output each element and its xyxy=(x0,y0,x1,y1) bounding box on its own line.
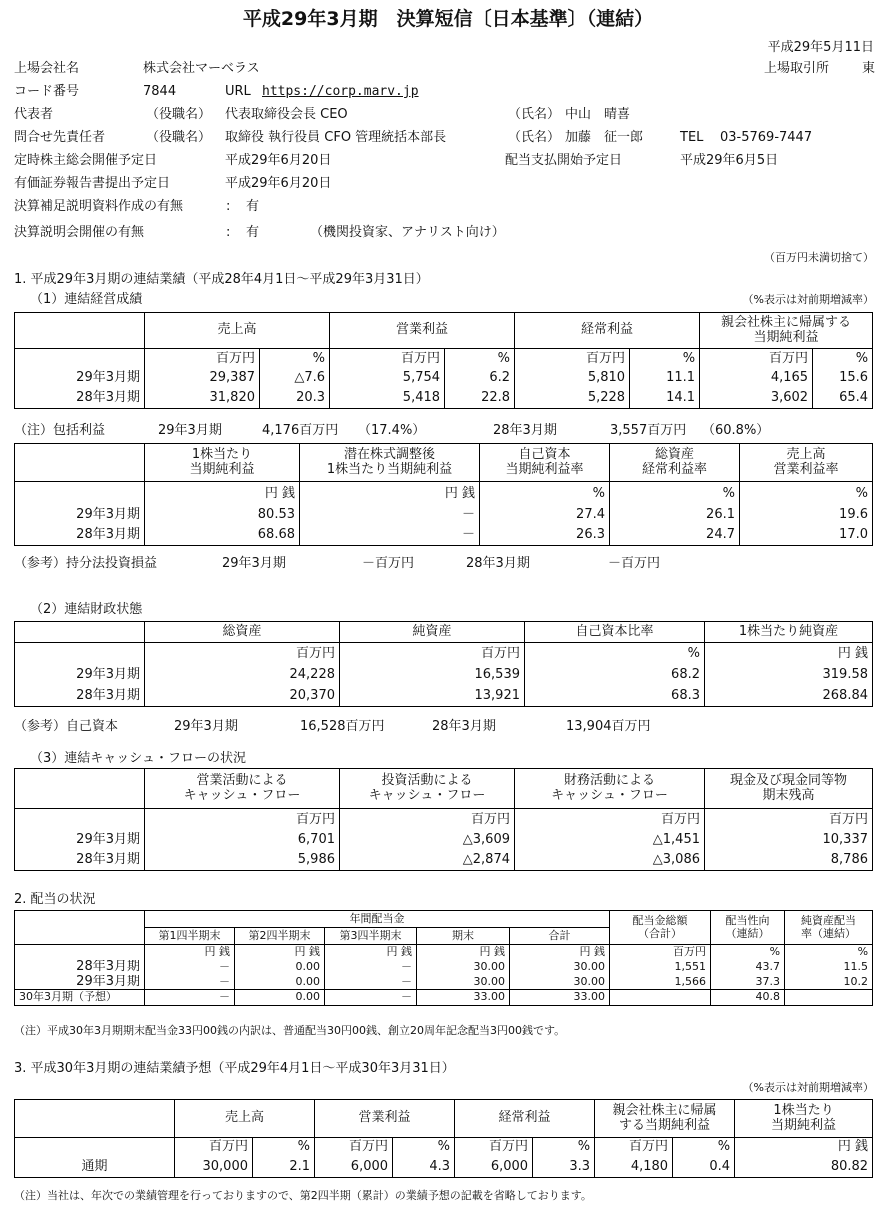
row-label: 28年3月期 xyxy=(15,851,145,871)
header-dividend-ratio: 純資産配当 率（連結） xyxy=(785,911,873,945)
agm-label: 定時株主総会開催予定日 xyxy=(14,153,158,168)
supplement-label: 決算補足説明資料作成の有無 xyxy=(14,199,184,214)
row-label: 29年3月期 xyxy=(15,665,145,686)
table-row xyxy=(15,506,873,526)
header-q3: 第3四半期末 xyxy=(325,928,417,945)
unit: 百万円 xyxy=(515,349,630,369)
cell: 65.4 xyxy=(813,389,873,409)
cell: 33.00 xyxy=(510,990,610,1006)
unit: % xyxy=(740,482,873,506)
unit: 百万円 xyxy=(515,809,705,831)
comprehensive-income-label: （注）包括利益 xyxy=(14,423,106,438)
report-date: 平成29年5月11日 xyxy=(767,40,874,55)
header-ordinary-income: 経常利益 xyxy=(455,1100,595,1138)
agm-date: 平成29年6月20日 xyxy=(225,153,332,168)
cell: 10,337 xyxy=(705,831,873,851)
cell: 68.68 xyxy=(145,526,300,546)
supplement-value: 有 xyxy=(246,199,260,214)
header-roe: 自己資本 当期純利益率 xyxy=(480,444,610,482)
row-label: 30年3月期（予想） xyxy=(15,990,145,1006)
section1-sub3: （3）連結キャッシュ・フローの状況 xyxy=(30,751,247,766)
comp-period1: 29年3月期 xyxy=(158,423,222,438)
header-total: 合計 xyxy=(510,928,610,945)
equity-method-label: （参考）持分法投資損益 xyxy=(14,556,158,571)
unit: 百万円 xyxy=(175,1138,253,1157)
cell: 30.00 xyxy=(417,975,510,990)
cell: 5,986 xyxy=(145,851,340,871)
cell: 5,754 xyxy=(330,369,445,389)
cell: 30,000 xyxy=(175,1157,253,1178)
cell: 5,228 xyxy=(515,389,630,409)
contact-name-label: （氏名） xyxy=(508,130,561,145)
eq-period2: 28年3月期 xyxy=(432,719,496,734)
cell: 3,602 xyxy=(700,389,813,409)
forecast-note: （注）当社は、年次での業績管理を行っておりますので、第2四半期（累計）の業績予想の記載を省略しております。 xyxy=(14,1189,592,1202)
section1-sub1: （1）連結経営成績 xyxy=(30,292,143,307)
cell: 30.00 xyxy=(510,975,610,990)
unit: % xyxy=(813,349,873,369)
section3-title: 3. 平成30年3月期の連結業績予想（平成29年4月1日～平成30年3月31日） xyxy=(14,1061,455,1076)
eq-period1: 29年3月期 xyxy=(174,719,238,734)
unit: 百万円 xyxy=(705,809,873,831)
unit: % xyxy=(533,1138,595,1157)
section2-title: 2. 配当の状況 xyxy=(14,892,96,907)
unit: 円 銭 xyxy=(705,643,873,665)
code-value: 7844 xyxy=(143,84,177,99)
unit: 円 銭 xyxy=(235,945,325,960)
header-margin: 売上高 営業利益率 xyxy=(740,444,873,482)
cell: 20.3 xyxy=(260,389,330,409)
row-label: 28年3月期 xyxy=(15,526,145,546)
cell: 0.00 xyxy=(235,960,325,975)
rep-title-label: （役職名） xyxy=(146,107,212,122)
unit: % xyxy=(630,349,700,369)
exchange-label: 上場取引所 xyxy=(764,61,830,76)
contact-name: 加藤 征一郎 xyxy=(565,130,644,145)
cell: 43.7 xyxy=(711,960,785,975)
tel-value: 03-5769-7447 xyxy=(720,130,813,145)
cell xyxy=(610,990,711,1006)
row-label: 29年3月期 xyxy=(15,975,145,990)
em-period2: 28年3月期 xyxy=(466,556,530,571)
cell: 319.58 xyxy=(705,665,873,686)
tel-label: TEL xyxy=(680,130,704,145)
header-q2: 第2四半期末 xyxy=(235,928,325,945)
exchange-value: 東 xyxy=(862,61,876,76)
cell: 80.53 xyxy=(145,506,300,526)
cell: △2,874 xyxy=(340,851,515,871)
cell: 10.2 xyxy=(785,975,873,990)
cell: 29,387 xyxy=(145,369,260,389)
header-sales: 売上高 xyxy=(175,1100,315,1138)
header-operating-income: 営業利益 xyxy=(330,313,515,349)
cell: 8,786 xyxy=(705,851,873,871)
cell: 6,701 xyxy=(145,831,340,851)
cell: 6.2 xyxy=(445,369,515,389)
section1-title: 1. 平成29年3月期の連結業績（平成28年4月1日～平成29年3月31日） xyxy=(14,272,429,287)
financial-position-table xyxy=(14,621,873,707)
unit: 百万円 xyxy=(315,1138,393,1157)
cell: － xyxy=(145,960,235,975)
header-q1: 第1四半期末 xyxy=(145,928,235,945)
table-row xyxy=(15,389,873,409)
em-value2: －百万円 xyxy=(608,556,661,571)
table-row xyxy=(15,851,873,871)
cell: 31,820 xyxy=(145,389,260,409)
header-total-dividend: 配当金総額 （合計） xyxy=(610,911,711,945)
cell: 11.5 xyxy=(785,960,873,975)
cell: 17.0 xyxy=(740,526,873,546)
cell: 26.3 xyxy=(480,526,610,546)
row-label: 29年3月期 xyxy=(15,831,145,851)
unit: 百万円 xyxy=(610,945,711,960)
cell: 37.3 xyxy=(711,975,785,990)
unit: 百万円 xyxy=(340,643,525,665)
code-label: コード番号 xyxy=(14,84,80,99)
per-share-table xyxy=(14,443,873,546)
unit: 百万円 xyxy=(595,1138,673,1157)
em-period1: 29年3月期 xyxy=(222,556,286,571)
unit: 円 銭 xyxy=(735,1138,873,1157)
company-url-link[interactable]: https://corp.marv.jp xyxy=(262,84,419,99)
header-operating-cf: 営業活動による キャッシュ・フロー xyxy=(145,769,340,809)
unit: 百万円 xyxy=(145,643,340,665)
unit: 百万円 xyxy=(145,809,340,831)
header-annual-dividend: 年間配当金 xyxy=(145,911,610,928)
forecast-table xyxy=(14,1099,873,1178)
cell: － xyxy=(325,990,417,1006)
pct-note: （%表示は対前期増減率） xyxy=(742,293,874,306)
header-operating-income: 営業利益 xyxy=(315,1100,455,1138)
comp-rate1: （17.4%） xyxy=(358,423,426,438)
eq-value2: 13,904百万円 xyxy=(566,719,651,734)
comp-value1: 4,176百万円 xyxy=(262,423,339,438)
comp-rate2: （60.8%） xyxy=(702,423,770,438)
unit: % xyxy=(393,1138,455,1157)
table-row xyxy=(15,960,873,975)
eq-value1: 16,528百万円 xyxy=(300,719,385,734)
row-label: 通期 xyxy=(15,1157,175,1178)
contact-title-label: （役職名） xyxy=(146,130,212,145)
cell: 15.6 xyxy=(813,369,873,389)
cell: 24.7 xyxy=(610,526,740,546)
header-equity-ratio: 自己資本比率 xyxy=(525,622,705,643)
cell: 4,165 xyxy=(700,369,813,389)
row-label: 29年3月期 xyxy=(15,506,145,526)
header-total-assets: 総資産 xyxy=(145,622,340,643)
unit: 円 銭 xyxy=(145,482,300,506)
cell: 27.4 xyxy=(480,506,610,526)
cell: 33.00 xyxy=(417,990,510,1006)
cell: － xyxy=(145,975,235,990)
dividend-table xyxy=(14,910,873,1006)
cell: － xyxy=(325,975,417,990)
table-row xyxy=(15,526,873,546)
header-payout-ratio: 配当性向 （連結） xyxy=(711,911,785,945)
cell: 80.82 xyxy=(735,1157,873,1178)
rep-name-label: （氏名） xyxy=(508,107,561,122)
table-row xyxy=(15,686,873,707)
unit: 百万円 xyxy=(455,1138,533,1157)
briefing-note: （機関投資家、アナリスト向け） xyxy=(310,225,505,240)
comp-value2: 3,557百万円 xyxy=(610,423,687,438)
colon: : xyxy=(226,199,231,214)
cell: 22.8 xyxy=(445,389,515,409)
cell: 4,180 xyxy=(595,1157,673,1178)
header-net-income: 親会社株主に帰属 する当期純利益 xyxy=(595,1100,735,1138)
table-row xyxy=(15,831,873,851)
header-net-income: 親会社株主に帰属する 当期純利益 xyxy=(700,313,873,349)
forecast-pct-note: （%表示は対前期増減率） xyxy=(742,1081,874,1094)
cell: － xyxy=(300,506,480,526)
cell: 11.1 xyxy=(630,369,700,389)
unit: % xyxy=(785,945,873,960)
dividend-start-date: 平成29年6月5日 xyxy=(680,153,779,168)
section1-sub2: （2）連結財政状態 xyxy=(30,602,143,617)
row-label: 28年3月期 xyxy=(15,389,145,409)
cell: △3,086 xyxy=(515,851,705,871)
cell: 24,228 xyxy=(145,665,340,686)
briefing-value: 有 xyxy=(246,225,260,240)
dividend-note: （注）平成30年3月期期末配当金33円00銭の内訳は、普通配当30円00銭、創立20周年記念配当3円00銭です。 xyxy=(14,1024,566,1037)
company-name: 株式会社マーベラス xyxy=(143,61,260,76)
row-label: 28年3月期 xyxy=(15,686,145,707)
cash-flow-table xyxy=(14,768,873,871)
unit: 円 銭 xyxy=(325,945,417,960)
cell: △3,609 xyxy=(340,831,515,851)
table-row xyxy=(15,990,873,1006)
cell: 30.00 xyxy=(510,960,610,975)
cell xyxy=(785,990,873,1006)
header-eps: 1株当たり 当期純利益 xyxy=(735,1100,873,1138)
cell: 6,000 xyxy=(315,1157,393,1178)
cell: 5,418 xyxy=(330,389,445,409)
unit: 円 銭 xyxy=(145,945,235,960)
equity-note-label: （参考）自己資本 xyxy=(14,719,119,734)
comp-period2: 28年3月期 xyxy=(493,423,557,438)
cell: 4.3 xyxy=(393,1157,455,1178)
briefing-label: 決算説明会開催の有無 xyxy=(14,225,145,240)
cell: － xyxy=(300,526,480,546)
cell: 19.6 xyxy=(740,506,873,526)
cell: － xyxy=(145,990,235,1006)
cell: 0.4 xyxy=(673,1157,735,1178)
table-row xyxy=(15,975,873,990)
colon: : xyxy=(226,225,231,240)
unit: 百万円 xyxy=(700,349,813,369)
table-row xyxy=(15,1157,873,1178)
header-roa: 総資産 経常利益率 xyxy=(610,444,740,482)
cell: △1,451 xyxy=(515,831,705,851)
cell: － xyxy=(325,960,417,975)
company-name-label: 上場会社名 xyxy=(14,61,80,76)
cell: 68.2 xyxy=(525,665,705,686)
cell: 2.1 xyxy=(253,1157,315,1178)
unit: 百万円 xyxy=(330,349,445,369)
rep-name: 中山 晴喜 xyxy=(565,107,631,122)
contact-title: 取締役 執行役員 CFO 管理統括本部長 xyxy=(225,130,447,145)
row-label: 29年3月期 xyxy=(15,369,145,389)
unit: % xyxy=(673,1138,735,1157)
header-cash-balance: 現金及び現金同等物 期末残高 xyxy=(705,769,873,809)
header-financing-cf: 財務活動による キャッシュ・フロー xyxy=(515,769,705,809)
unit: % xyxy=(445,349,515,369)
unit: 百万円 xyxy=(145,349,260,369)
unit: % xyxy=(253,1138,315,1157)
row-label: 28年3月期 xyxy=(15,960,145,975)
rep-title: 代表取締役会長 CEO xyxy=(225,107,348,122)
header-bps: 1株当たり純資産 xyxy=(705,622,873,643)
cell: 30.00 xyxy=(417,960,510,975)
header-year-end: 期末 xyxy=(417,928,510,945)
cell: 6,000 xyxy=(455,1157,533,1178)
header-sales: 売上高 xyxy=(145,313,330,349)
table-row xyxy=(15,369,873,389)
cell: 0.00 xyxy=(235,990,325,1006)
operating-results-table xyxy=(14,312,873,409)
rep-label: 代表者 xyxy=(14,107,54,122)
header-ordinary-income: 経常利益 xyxy=(515,313,700,349)
header-net-assets: 純資産 xyxy=(340,622,525,643)
cell: 13,921 xyxy=(340,686,525,707)
cell: 1,566 xyxy=(610,975,711,990)
url-label: URL xyxy=(225,84,251,99)
securities-report-label: 有価証券報告書提出予定日 xyxy=(14,176,171,191)
cell: 68.3 xyxy=(525,686,705,707)
cell: 5,810 xyxy=(515,369,630,389)
cell: 16,539 xyxy=(340,665,525,686)
unit: 円 銭 xyxy=(510,945,610,960)
header-eps: 1株当たり 当期純利益 xyxy=(145,444,300,482)
securities-report-date: 平成29年6月20日 xyxy=(225,176,332,191)
cell: 268.84 xyxy=(705,686,873,707)
document-title: 平成29年3月期 決算短信〔日本基準〕（連結） xyxy=(242,8,654,30)
unit: % xyxy=(260,349,330,369)
contact-label: 問合せ先責任者 xyxy=(14,130,106,145)
cell: 1,551 xyxy=(610,960,711,975)
cell: 14.1 xyxy=(630,389,700,409)
unit: 百万円 xyxy=(340,809,515,831)
header-investing-cf: 投資活動による キャッシュ・フロー xyxy=(340,769,515,809)
unit: 円 銭 xyxy=(417,945,510,960)
cell: 40.8 xyxy=(711,990,785,1006)
cell: 3.3 xyxy=(533,1157,595,1178)
rounding-note: （百万円未満切捨て） xyxy=(764,251,874,264)
header-diluted-eps: 潜在株式調整後 1株当たり当期純利益 xyxy=(300,444,480,482)
unit: 円 銭 xyxy=(300,482,480,506)
unit: % xyxy=(525,643,705,665)
unit: % xyxy=(610,482,740,506)
em-value1: －百万円 xyxy=(362,556,415,571)
cell: 20,370 xyxy=(145,686,340,707)
cell: △7.6 xyxy=(260,369,330,389)
unit: % xyxy=(711,945,785,960)
dividend-start-label: 配当支払開始予定日 xyxy=(505,153,623,168)
cell: 26.1 xyxy=(610,506,740,526)
table-row xyxy=(15,665,873,686)
cell: 0.00 xyxy=(235,975,325,990)
unit: % xyxy=(480,482,610,506)
